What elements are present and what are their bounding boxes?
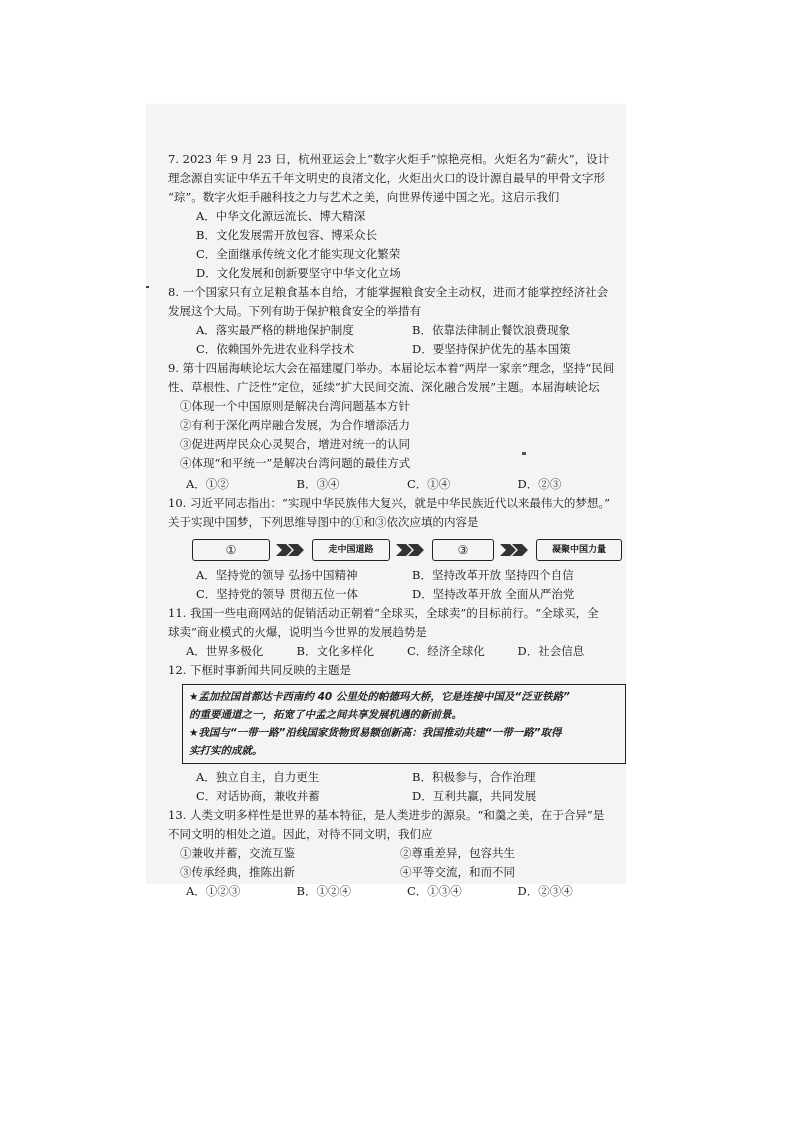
question-10-option-b: B．坚持改革开放 坚持四个自信 xyxy=(412,568,574,582)
question-9-item: ④体现“和平统一”是解决台湾问题的最佳方式 xyxy=(180,456,411,470)
question-13-items-row xyxy=(168,863,628,882)
question-13-items-row xyxy=(168,844,628,863)
question-12-line: 12. 下框时事新闻共同反映的主题是 xyxy=(168,663,351,677)
question-8-option-b: B．依靠法律制止餐饮浪费现象 xyxy=(412,323,570,337)
question-11-option-a: A．世界多极化 xyxy=(186,644,264,658)
news-line: 实打实的成就。 xyxy=(189,745,263,757)
question-10 xyxy=(168,494,628,604)
double-arrow-icon xyxy=(276,541,306,559)
question-10-options-row xyxy=(168,585,628,604)
question-9-line: 9. 第十四届海峡论坛大会在福建厦门举办。本届论坛本着“两岸一家亲”理念，坚持“民间 xyxy=(168,361,615,375)
question-13-item: ③传承经典，推陈出新 xyxy=(180,865,295,879)
question-9-option-b: B．③④ xyxy=(296,477,340,491)
question-11-option-d: D．社会信息 xyxy=(517,644,585,658)
question-8-options-row xyxy=(168,340,628,359)
question-13-item: ②尊重差异，包容共生 xyxy=(400,846,515,860)
question-10-option-c: C．坚持党的领导 贯彻五位一体 xyxy=(196,587,358,601)
question-10-options-row xyxy=(168,566,628,585)
question-12-options-row xyxy=(168,768,628,787)
question-10-option-a: A．坚持党的领导 弘扬中国精神 xyxy=(196,568,358,582)
question-11-line: 11. 我国一些电商网站的促销活动正朝着“全球买，全球卖”的目标前行。“全球买，全 xyxy=(168,606,599,620)
question-12-option-b: B．积极参与，合作治理 xyxy=(412,770,536,784)
question-11-options-row xyxy=(168,642,628,661)
question-8-option-a: A．落实最严格的耕地保护制度 xyxy=(196,323,354,337)
question-7 xyxy=(168,150,628,283)
exam-content xyxy=(168,150,628,901)
margin-mark xyxy=(146,286,149,288)
question-8-line: 发展这个大局。下列有助于保护粮食安全的举措有 xyxy=(168,304,421,318)
question-13-option-a: A．①②③ xyxy=(186,884,241,898)
question-9-option-d: D．②③ xyxy=(517,477,562,491)
question-9-item: ③促进两岸民众心灵契合，增进对统一的认同 xyxy=(180,437,410,451)
flow-box-1: ① xyxy=(192,539,270,561)
question-9-line: 性、草根性、广泛性”定位，延续“扩大民间交流、深化融合发展”主题。本届海峡论坛 xyxy=(168,380,600,394)
question-8-option-c: C．依赖国外先进农业科学技术 xyxy=(196,342,355,356)
question-12-options-row xyxy=(168,787,628,806)
question-13-item: ④平等交流，和而不同 xyxy=(400,865,515,879)
question-10-option-d: D．坚持改革开放 全面从严治党 xyxy=(412,587,575,601)
question-9-option-c: C．①④ xyxy=(407,477,451,491)
double-arrow-icon xyxy=(500,541,530,559)
question-9-item: ②有利于深化两岸融合发展，为合作增添活力 xyxy=(180,418,410,432)
news-line: ★我国与“一带一路”沿线国家货物贸易额创新高：我国推动共建“一带一路”取得 xyxy=(189,727,562,739)
question-13-item: ①兼收并蓄，交流互鉴 xyxy=(180,846,295,860)
question-7-line: 理念源自实证中华五千年文明史的良渚文化，火炬出火口的设计源自最早的甲骨文字形 xyxy=(168,171,605,185)
double-arrow-icon xyxy=(396,541,426,559)
question-12 xyxy=(168,661,628,806)
question-8-option-d: D．要坚持保护优先的基本国策 xyxy=(412,342,571,356)
flow-box-2: 走中国道路 xyxy=(312,539,390,561)
question-13-option-d: D．②③④ xyxy=(517,884,573,898)
question-8-line: 8. 一个国家只有立足粮食基本自给，才能掌握粮食安全主动权，进而才能掌控经济社会 xyxy=(168,285,609,299)
question-9-options-row xyxy=(168,473,628,494)
question-7-option-c: C．全面继承传统文化才能实现文化繁荣 xyxy=(196,247,401,261)
question-7-option-a: A．中华文化源远流长、博大精深 xyxy=(196,209,366,223)
question-8-options-row xyxy=(168,321,628,340)
question-12-option-c: C．对话协商，兼收并蓄 xyxy=(196,789,320,803)
question-11-option-c: C．经济全球化 xyxy=(407,644,485,658)
question-13-options-row xyxy=(168,882,628,901)
news-line: ★孟加拉国首都达卡西南约 40 公里处的帕德玛大桥，它是连接中国及“泛亚铁路” xyxy=(189,691,570,703)
question-13 xyxy=(168,806,628,901)
question-10-line: 10. 习近平同志指出：“实现中华民族伟大复兴，就是中华民族近代以来最伟大的梦想。” xyxy=(168,496,610,510)
question-11-line: 球卖”商业模式的火爆，说明当今世界的发展趋势是 xyxy=(168,625,427,639)
question-7-line: “琮”。数字火炬手融科技之力与艺术之美，向世界传递中国之光。这启示我们 xyxy=(168,190,560,204)
question-13-line: 13. 人类文明多样性是世界的基本特征，是人类进步的源泉。“和羹之美，在于合异”是 xyxy=(168,808,605,822)
question-7-line: 7. 2023 年 9 月 23 日，杭州亚运会上“数字火炬手”惊艳亮相。火炬名为“薪火”，设计 xyxy=(168,152,610,166)
question-8 xyxy=(168,283,628,359)
question-13-option-b: B．①②④ xyxy=(296,884,351,898)
question-11-option-b: B．文化多样化 xyxy=(296,644,374,658)
question-9-option-a: A．①② xyxy=(186,477,229,491)
flow-box-3: ③ xyxy=(432,539,494,561)
question-12-option-d: D．互利共赢，共同发展 xyxy=(412,789,537,803)
question-9-item: ①体现一个中国原则是解决台湾问题基本方针 xyxy=(180,399,410,413)
news-line: 的重要通道之一，拓宽了中孟之间共享发展机遇的新前景。 xyxy=(189,709,462,721)
question-13-option-c: C．①③④ xyxy=(407,884,462,898)
flow-box-4: 凝聚中国力量 xyxy=(536,539,622,561)
news-box xyxy=(182,684,626,764)
mind-map-flow xyxy=(192,538,628,562)
question-9 xyxy=(168,359,628,494)
question-7-option-b: B．文化发展需开放包容、博采众长 xyxy=(196,228,377,242)
question-11 xyxy=(168,604,628,661)
question-10-line: 关于实现中国梦，下列思维导图中的①和③依次应填的内容是 xyxy=(168,515,479,529)
question-12-option-a: A．独立自主，自力更生 xyxy=(196,770,320,784)
question-7-option-d: D．文化发展和创新要坚守中华文化立场 xyxy=(196,266,401,280)
question-13-line: 不同文明的相处之道。因此，对待不同文明，我们应 xyxy=(168,827,433,841)
